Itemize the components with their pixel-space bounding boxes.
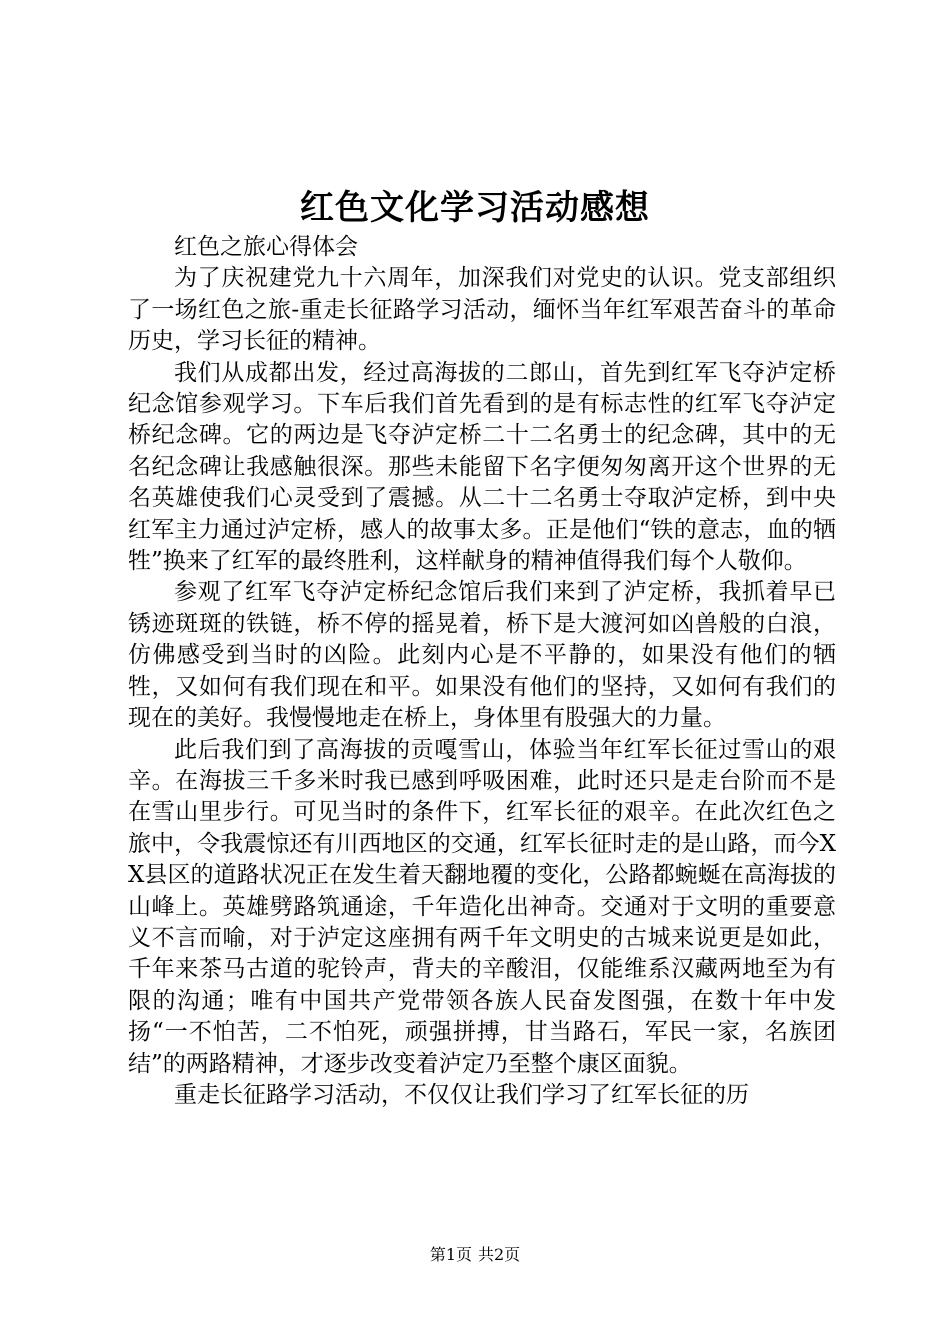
paragraph: 为了庆祝建党九十六周年，加深我们对党史的认识。党支部组织了一场红色之旅-重走长征路学习活动，缅怀当年红军艰苦奋斗的革命历史，学习长征的精神。 xyxy=(128,265,836,355)
page-number: 第1页 xyxy=(429,1245,472,1264)
paragraph: 参观了红军飞夺泸定桥纪念馆后我们来到了泸定桥，我抓着早已锈迹斑斑的铁链，桥不停的摇晃着，桥下是大渡河如凶兽般的白浪，仿佛感受到当时的凶险。此刻内心是不平静的，如果没有他们的牺牲，又如何有我们现在和平。如果没有他们的坚持，又如何有我们的现在的美好。我慢慢地走在桥上，身体里有股强大的力量。 xyxy=(128,579,836,732)
page-footer xyxy=(0,1244,950,1266)
paragraph: 重走长征路学习活动，不仅仅让我们学习了红军长征的历 xyxy=(174,1081,749,1108)
page-total: 共2页 xyxy=(478,1245,521,1264)
paragraph-subtitle: 红色之旅心得体会 xyxy=(174,234,358,260)
paragraph: 我们从成都出发，经过高海拔的二郎山，首先到红军飞夺泸定桥纪念馆参观学习。下车后我们首先看到的是有标志性的红军飞夺泸定桥纪念碑。它的两边是飞夺泸定桥二十二名勇士的纪念碑，其中的无名纪念碑让我感触很深。那些未能留下名字便匆匆离开这个世界的无名英雄使我们心灵受到了震撼。从二十二名勇士夺取泸定桥，到中央红军主力通过泸定桥，感人的故事太多。正是他们“铁的意志，血的牺牲”换来了红军的最终胜利，这样献身的精神值得我们每个人敬仰。 xyxy=(128,359,836,575)
document-body xyxy=(128,232,836,1111)
paragraph: 此后我们到了高海拔的贡嘎雪山，体验当年红军长征过雪山的艰辛。在海拔三千多米时我已感到呼吸困难，此时还只是走台阶而不是在雪山里步行。可见当时的条件下，红军长征的艰辛。在此次红色之旅中，令我震惊还有川西地区的交通，红军长征时走的是山路，而今XX县区的道路状况正在发生着天翻地覆的变化，公路都蜿蜒在高海拔的山峰上。英雄劈路筑通途，千年造化出神奇。交通对于文明的重要意义不言而喻，对于泸定这座拥有两千年文明史的古城来说更是如此，千年来茶马古道的驼铃声，背夫的辛酸泪，仅能维系汉藏两地至为有限的沟通；唯有中国共产党带领各族人民奋发图强，在数十年中发扬“一不怕苦，二不怕死，顽强拼搏，甘当路石，军民一家，名族团结”的两路精神，才逐步改变着泸定乃至整个康区面貌。 xyxy=(128,736,836,1077)
document-title: 红色文化学习活动感想 xyxy=(300,188,650,228)
